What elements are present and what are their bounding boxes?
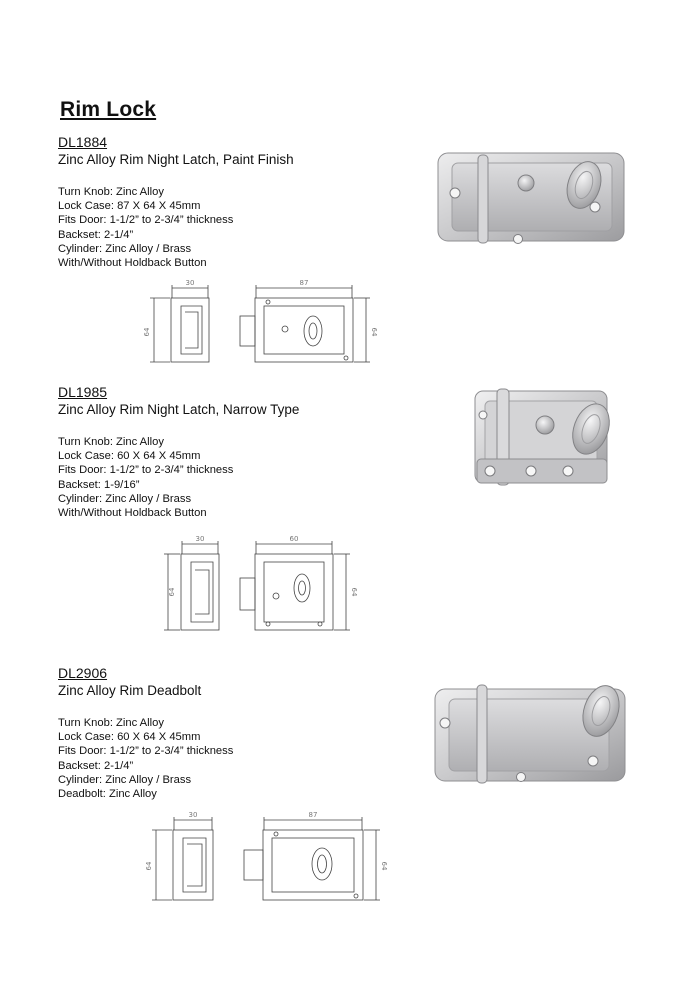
side-width-dimension: 30 — [188, 811, 198, 819]
product-code: DL1985 — [58, 384, 108, 400]
height-dimension: 64 — [145, 861, 153, 871]
spec-item: Backset: 1-9/16” — [58, 478, 140, 491]
side-width-dimension: 30 — [185, 279, 195, 287]
product-code: DL1884 — [58, 134, 108, 150]
front-width-dimension: 60 — [289, 535, 299, 543]
spec-list — [58, 716, 233, 801]
product-name: Zinc Alloy Rim Night Latch, Narrow Type — [58, 402, 300, 417]
spec-item: Lock Case: 87 X 64 X 45mm — [58, 200, 201, 213]
spec-item: Lock Case: 60 X 64 X 45mm — [58, 731, 201, 744]
spec-item: Lock Case: 60 X 64 X 45mm — [58, 450, 201, 463]
spec-list — [58, 185, 233, 270]
spec-item: Cylinder: Zinc Alloy / Brass — [58, 492, 192, 505]
spec-list — [58, 435, 233, 520]
product-photo — [465, 385, 625, 490]
spec-item: With/Without Holdback Button — [58, 507, 207, 520]
side-width-dimension: 30 — [195, 535, 205, 543]
spec-item: Turn Knob: Zinc Alloy — [58, 186, 164, 198]
technical-drawing — [140, 808, 388, 912]
height-dimension: 64 — [380, 861, 388, 871]
spec-item: Turn Knob: Zinc Alloy — [58, 717, 164, 729]
spec-item: Backset: 2-1/4” — [58, 759, 134, 772]
height-dimension: 64 — [350, 587, 358, 597]
spec-item: Fits Door: 1-1/2” to 2-3/4” thickness — [58, 214, 234, 227]
product-code: DL2906 — [58, 665, 108, 681]
product-photo — [425, 675, 635, 795]
front-width-dimension: 87 — [308, 811, 318, 819]
product-name: Zinc Alloy Rim Night Latch, Paint Finish — [58, 152, 294, 167]
spec-item: Turn Knob: Zinc Alloy — [58, 436, 164, 448]
spec-item: Cylinder: Zinc Alloy / Brass — [58, 773, 192, 786]
height-dimension: 64 — [143, 327, 151, 337]
spec-item: Backset: 2-1/4” — [58, 228, 134, 241]
product-photo — [430, 145, 630, 255]
spec-item: Deadbolt: Zinc Alloy — [58, 788, 157, 801]
technical-drawing — [140, 276, 380, 376]
height-dimension: 64 — [168, 587, 176, 597]
spec-item: Fits Door: 1-1/2” to 2-3/4” thickness — [58, 745, 234, 758]
page-title: Rim Lock — [60, 98, 157, 121]
spec-item: Fits Door: 1-1/2” to 2-3/4” thickness — [58, 464, 234, 477]
spec-item: Cylinder: Zinc Alloy / Brass — [58, 242, 192, 255]
technical-drawing — [160, 530, 360, 640]
front-width-dimension: 87 — [299, 279, 309, 287]
height-dimension: 64 — [370, 327, 378, 337]
spec-item: With/Without Holdback Button — [58, 257, 207, 270]
product-name: Zinc Alloy Rim Deadbolt — [58, 683, 202, 698]
